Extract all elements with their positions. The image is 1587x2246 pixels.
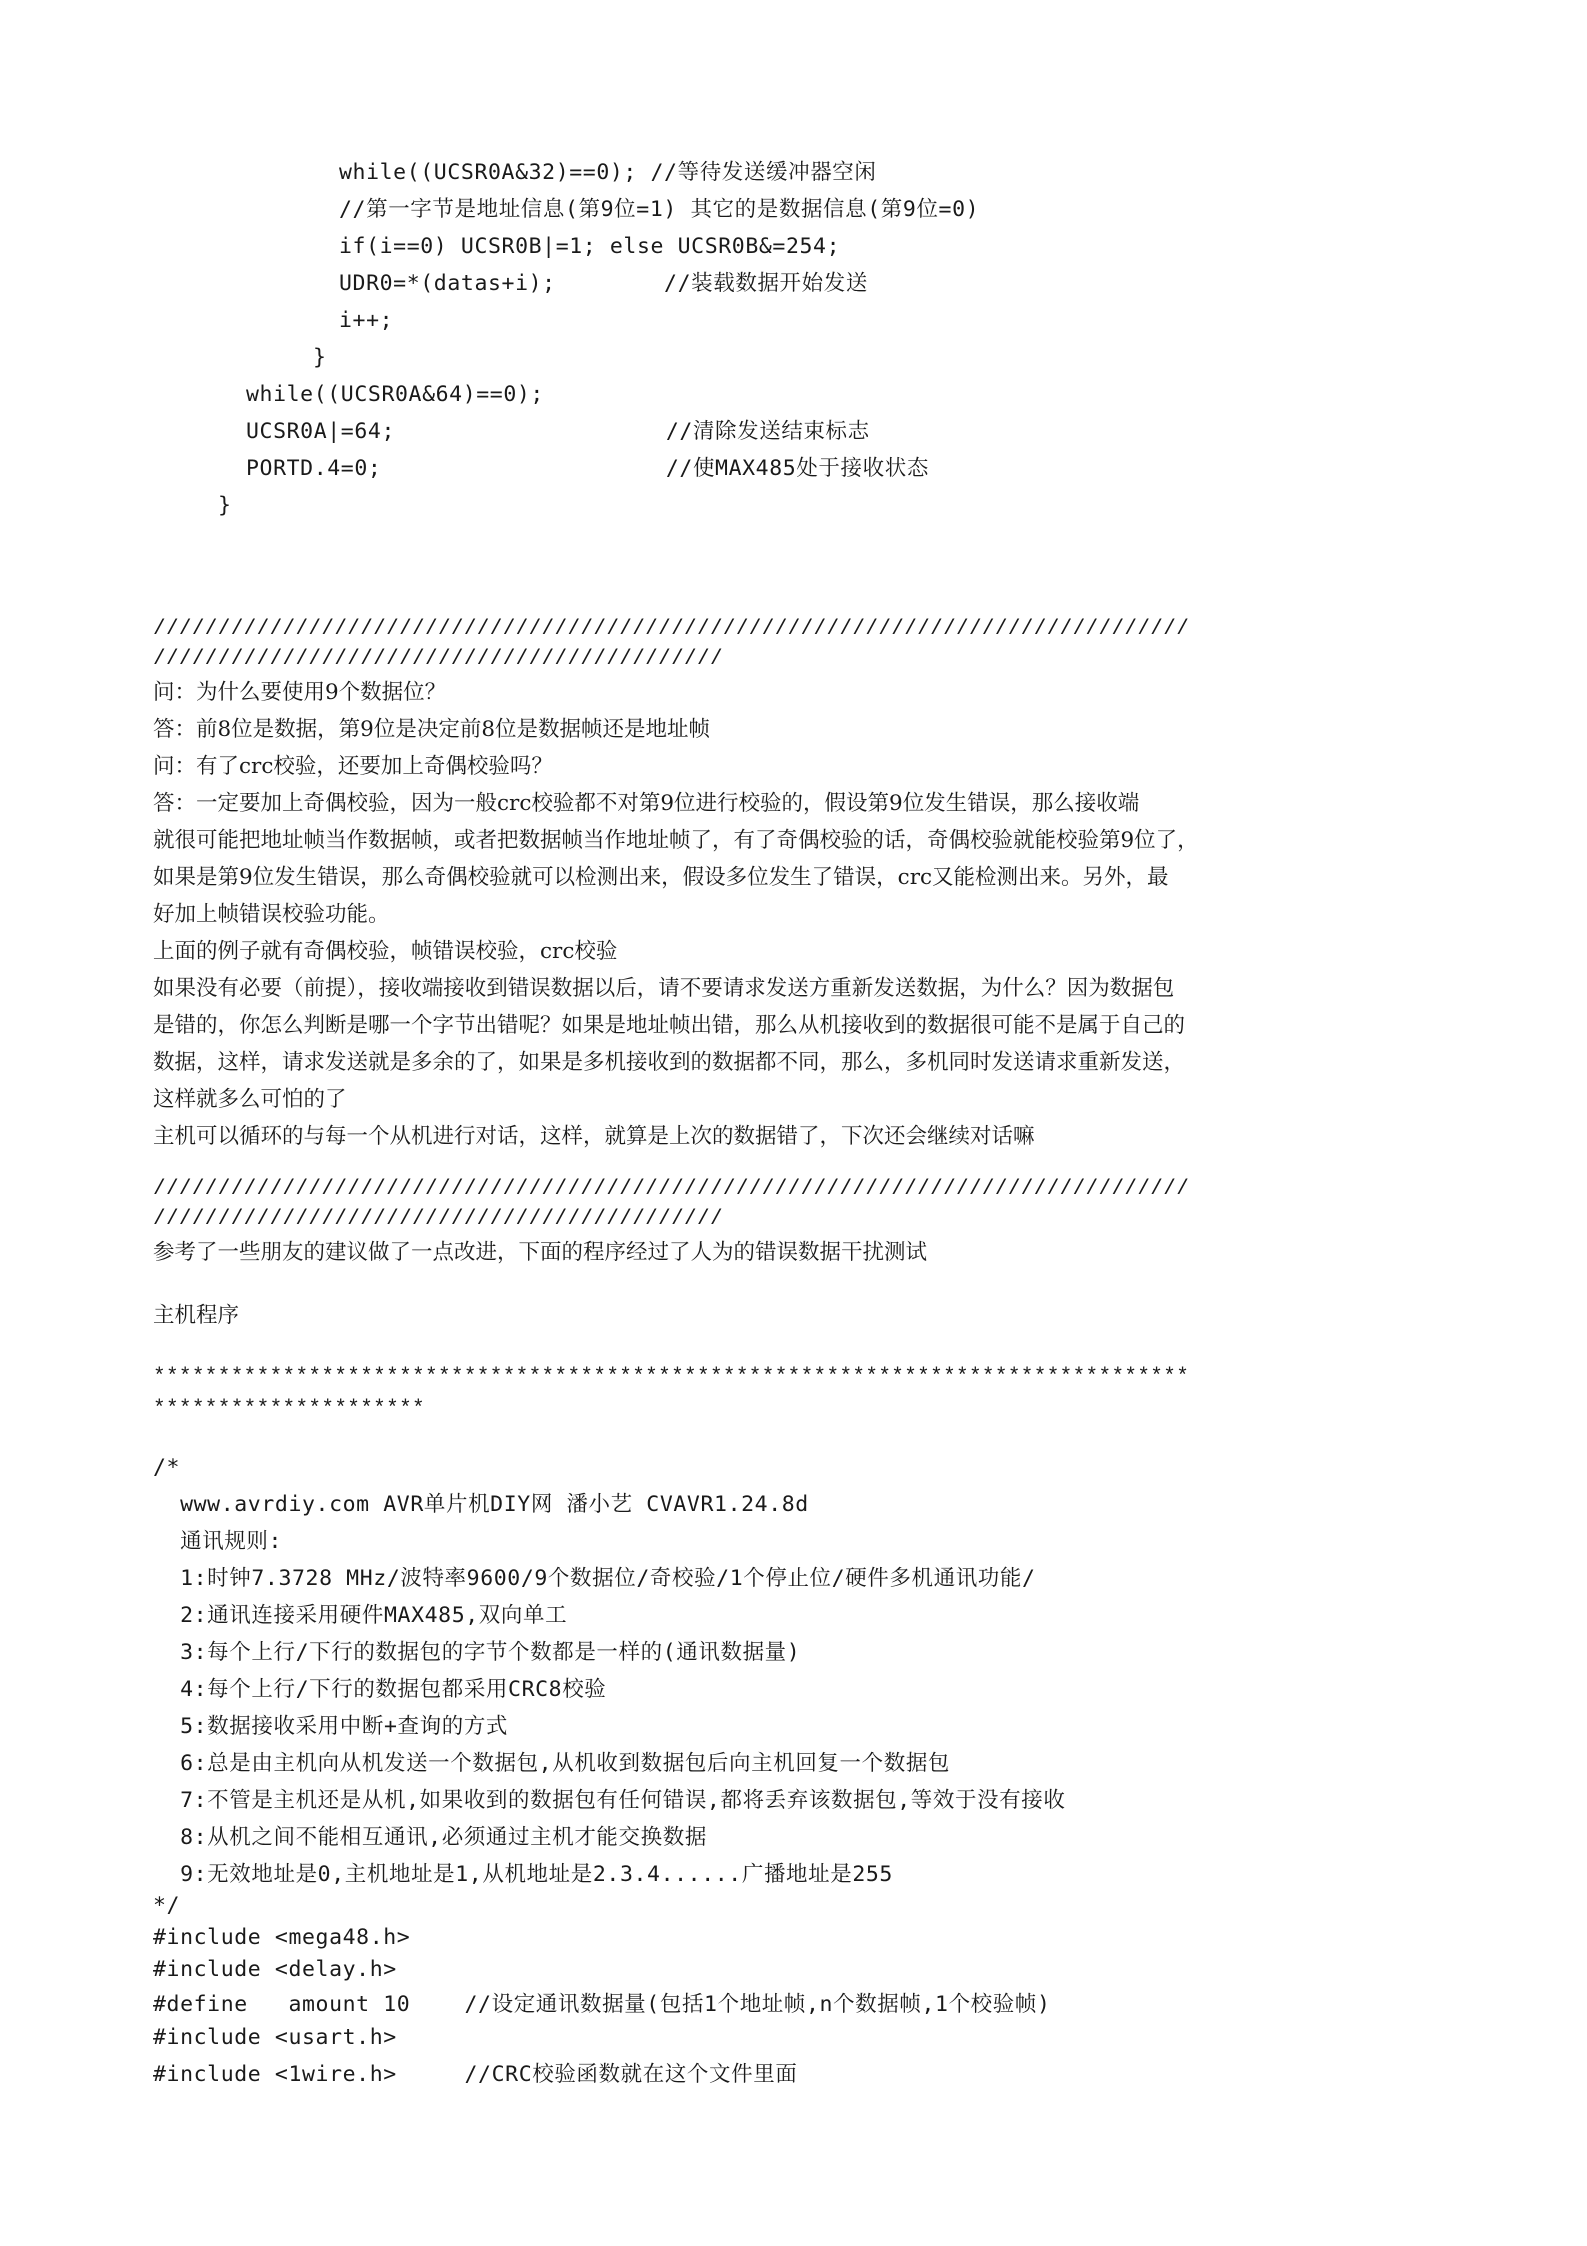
code-line: UCSR0A|=64; //清除发送结束标志 — [246, 419, 870, 444]
code-line: UDR0=*(datas+i); //装载数据开始发送 — [339, 271, 868, 296]
qa-line: 如果没有必要（前提），接收端接收到错误数据以后，请不要请求发送方重新发送数据，为什么？因为数据包 — [153, 976, 1175, 1001]
divider-line: //////////////////////////////////////////////////////////////////////////////// — [153, 1178, 1190, 1201]
divider-line: //////////////////////////////////////////////////////////////////////////////// — [153, 618, 1190, 641]
comment-line: 6:总是由主机向从机发送一个数据包,从机收到数据包后向主机回复一个数据包 — [153, 1751, 951, 1776]
comment-line: 7:不管是主机还是从机,如果收到的数据包有任何错误,都将丢弃该数据包,等效于没有接收 — [153, 1788, 1066, 1813]
qa-line: 问：为什么要使用9个数据位？ — [153, 680, 447, 705]
comment-line: 3:每个上行/下行的数据包的字节个数都是一样的(通讯数据量) — [153, 1640, 801, 1665]
comment-line: 4:每个上行/下行的数据包都采用CRC8校验 — [153, 1677, 607, 1702]
code-line: //第一字节是地址信息(第9位=1) 其它的是数据信息(第9位=0) — [339, 197, 980, 222]
qa-line: 数据，这样，请求发送就是多余的了，如果是多机接收到的数据都不同，那么，多机同时发送请求重新发送， — [153, 1050, 1186, 1075]
comment-line: */ — [153, 1893, 181, 1918]
code-line: i++; — [339, 308, 394, 333]
qa-line: 上面的例子就有奇偶校验，帧错误校验，crc校验 — [153, 939, 618, 964]
include-line: #define amount 10 //设定通讯数据量(包括1个地址帧,n个数据帧,1个校验帧) — [153, 1992, 1051, 2017]
include-line: #include <mega48.h> — [153, 1925, 411, 1950]
divider-line: //////////////////////////////////////////// — [153, 1208, 723, 1231]
code-line: } — [313, 345, 327, 370]
qa-line: 主机可以循环的与每一个从机进行对话，这样，就算是上次的数据错了，下次还会继续对话嘛 — [153, 1124, 1035, 1149]
include-line: #include <1wire.h> //CRC校验函数就在这个文件里面 — [153, 2062, 798, 2087]
intro-text: 参考了一些朋友的建议做了一点改进，下面的程序经过了人为的错误数据干扰测试 — [153, 1240, 928, 1265]
code-line: if(i==0) UCSR0B|=1; else UCSR0B&=254; — [339, 234, 841, 259]
qa-line: 答：一定要加上奇偶校验，因为一般crc校验都不对第9位进行校验的，假设第9位发生错误，那么接收端 — [153, 791, 1140, 816]
include-line: #include <delay.h> — [153, 1957, 397, 1982]
comment-line: 9:无效地址是0,主机地址是1,从机地址是2.3.4......广播地址是255 — [153, 1862, 893, 1887]
stars-divider: ******************************************************************************** — [153, 1366, 1190, 1389]
comment-line: www.avrdiy.com AVR单片机DIY网 潘小艺 CVAVR1.24.8d — [153, 1492, 809, 1517]
code-line: PORTD.4=0; //使MAX485处于接收状态 — [246, 456, 929, 481]
comment-line: 1:时钟7.3728 MHz/波特率9600/9个数据位/奇校验/1个停止位/硬件多机通讯功能/ — [153, 1566, 1036, 1591]
code-line: while((UCSR0A&64)==0); — [246, 382, 544, 407]
section-heading: 主机程序 — [153, 1303, 240, 1328]
qa-line: 如果是第9位发生错误，那么奇偶校验就可以检测出来，假设多位发生了错误，crc又能检测出来。另外，最 — [153, 865, 1169, 890]
comment-line: /* — [153, 1455, 181, 1480]
qa-line: 好加上帧错误校验功能。 — [153, 902, 390, 927]
comment-line: 8:从机之间不能相互通讯,必须通过主机才能交换数据 — [153, 1825, 707, 1850]
include-line: #include <usart.h> — [153, 2025, 397, 2050]
comment-line: 通讯规则: — [153, 1529, 283, 1554]
qa-line: 问：有了crc校验，还要加上奇偶校验吗？ — [153, 754, 553, 779]
code-line: } — [218, 493, 232, 518]
comment-line: 2:通讯连接采用硬件MAX485,双向单工 — [153, 1603, 568, 1628]
code-line: while((UCSR0A&32)==0); //等待发送缓冲器空闲 — [339, 160, 877, 185]
comment-line: 5:数据接收采用中断+查询的方式 — [153, 1714, 509, 1739]
stars-divider: ********************* — [153, 1398, 425, 1421]
qa-line: 就很可能把地址帧当作数据帧，或者把数据帧当作地址帧了，有了奇偶校验的话，奇偶校验就能校验第9位了， — [153, 828, 1199, 853]
qa-line: 这样就多么可怕的了 — [153, 1087, 347, 1112]
divider-line: //////////////////////////////////////////// — [153, 648, 723, 671]
qa-line: 是错的，你怎么判断是哪一个字节出错呢？如果是地址帧出错，那么从机接收到的数据很可能不是属于自己的 — [153, 1013, 1186, 1038]
qa-line: 答：前8位是数据，第9位是决定前8位是数据帧还是地址帧 — [153, 717, 711, 742]
